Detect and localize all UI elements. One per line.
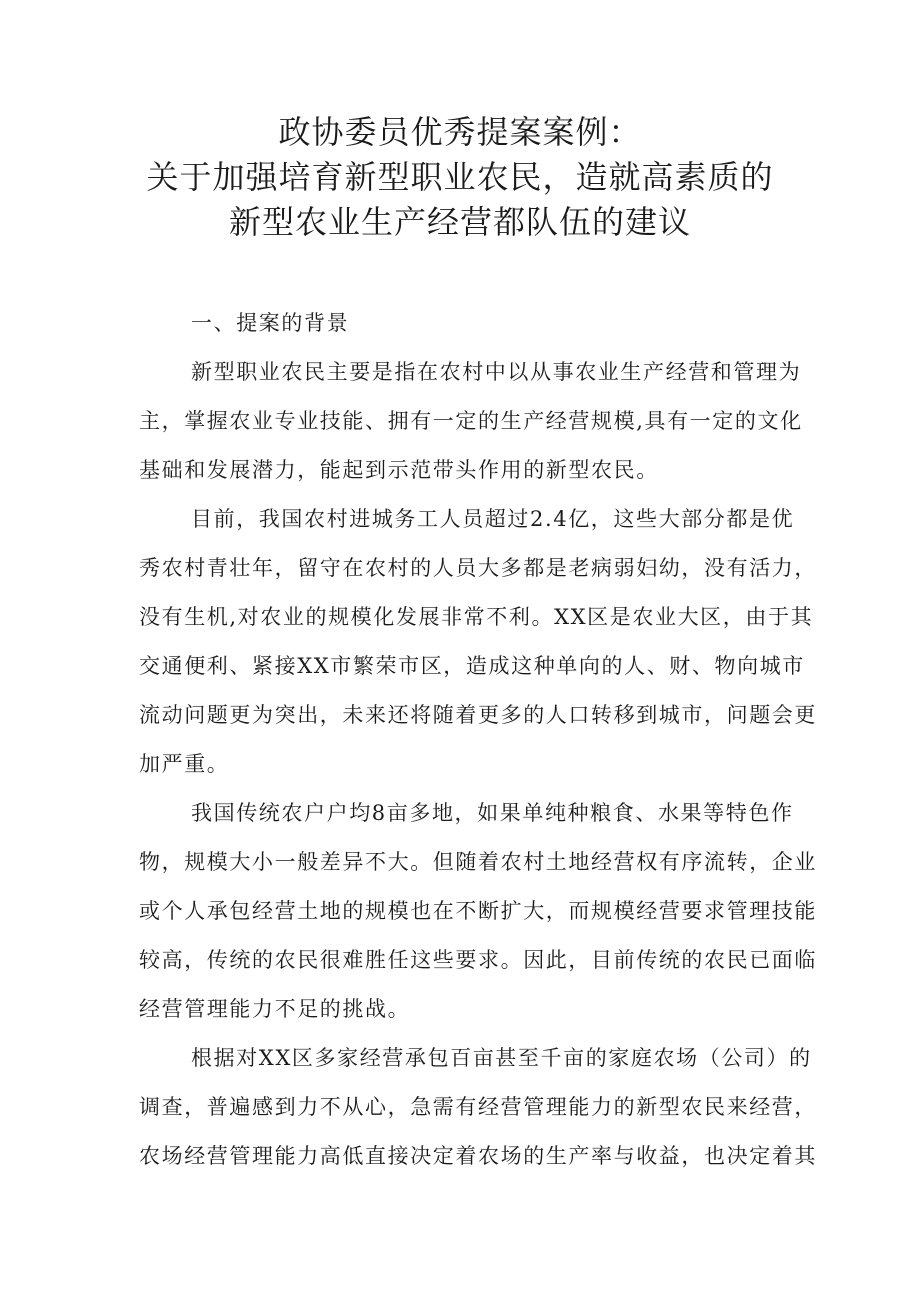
paragraph-line: 物，规模大小一般差异不大。但随着农村土地经营权有序流转，企业 bbox=[139, 850, 817, 874]
paragraph bbox=[139, 793, 817, 1029]
title-line: 政协委员优秀提案案例： bbox=[278, 113, 642, 151]
paragraph-line: 较高，传统的农民很难胜任这些要求。因此，目前传统的农民已面临 bbox=[139, 948, 817, 972]
document-body bbox=[139, 303, 817, 1185]
paragraph-line: 或个人承包经营土地的规模也在不断扩大，而规模经营要求管理技能 bbox=[139, 899, 817, 923]
paragraph-line: 根据对XX区多家经营承包百亩甚至千亩的家庭农场（公司）的 bbox=[191, 1046, 812, 1070]
paragraph bbox=[139, 1038, 817, 1176]
paragraph-line: 秀农村青壮年，留守在农村的人员大多都是老病弱妇幼，没有活力， bbox=[139, 556, 817, 580]
paragraph bbox=[139, 499, 817, 784]
paragraph-line: 没有生机,对农业的规模化发展非常不利。XX区是农业大区，由于其 bbox=[139, 605, 814, 629]
paragraph bbox=[139, 352, 803, 490]
paragraph-line: 基础和发展潜力，能起到示范带头作用的新型农民。 bbox=[139, 458, 659, 482]
paragraph-line: 流动问题更为突出，未来还将随着更多的人口转移到城市，问题会更 bbox=[139, 703, 817, 727]
paragraph-line: 目前，我国农村进城务工人员超过2.4亿，这些大部分都是优 bbox=[191, 507, 795, 531]
paragraph-line: 我国传统农户户均8亩多地，如果单纯种粮食、水果等特色作 bbox=[191, 801, 794, 825]
paragraph-line: 农场经营管理能力高低直接决定着农场的生产率与收益，也决定着其 bbox=[139, 1144, 817, 1168]
paragraph-line: 新型职业农民主要是指在农村中以从事农业生产经营和管理为 bbox=[191, 360, 802, 384]
section-heading: 一、提案的背景 bbox=[191, 311, 350, 335]
paragraph-line: 调查，普遍感到力不从心，急需有经营管理能力的新型农民来经营， bbox=[139, 1095, 817, 1119]
title-line: 关于加强培育新型职业农民，造就高素质的 bbox=[146, 158, 774, 196]
document-title bbox=[0, 110, 920, 245]
title-line: 新型农业生产经营都队伍的建议 bbox=[228, 203, 691, 241]
paragraph-line: 主，掌握农业专业技能、拥有一定的生产经营规模,具有一定的文化 bbox=[139, 409, 803, 433]
paragraph-line: 加严重。 bbox=[139, 752, 230, 776]
paragraph-line: 经营管理能力不足的挑战。 bbox=[139, 997, 411, 1021]
paragraph-line: 交通便利、紧接XX市繁荣市区，造成这种单向的人、财、物向城市 bbox=[139, 654, 805, 678]
